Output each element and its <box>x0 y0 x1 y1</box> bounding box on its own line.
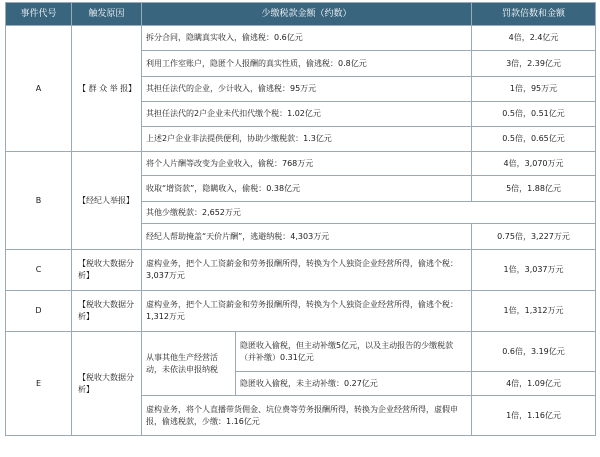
fine-detail: 1倍，1.16亿元 <box>472 396 596 436</box>
fine-detail: 0.75倍，3,227万元 <box>472 224 596 250</box>
evasion-detail: 收取“增资款”，隐瞒收入，偷税：0.38亿元 <box>142 176 472 202</box>
fine-detail: 5倍，1.88亿元 <box>472 176 596 202</box>
trigger-reason: 【税收大数据分析】 <box>72 291 142 332</box>
event-code: D <box>6 291 72 332</box>
evasion-detail: 其担任法代的企业，少计收入，偷逃税：95万元 <box>142 77 472 102</box>
trigger-reason: 【税收大数据分析】 <box>72 250 142 291</box>
event-code: E <box>6 332 72 436</box>
trigger-reason: 【税收大数据分析】 <box>72 332 142 436</box>
fine-detail: 4倍，3,070万元 <box>472 152 596 176</box>
trigger-reason: 【经纪人举报】 <box>72 152 142 250</box>
event-code: C <box>6 250 72 291</box>
evasion-detail: 其他少缴税款：2,652万元 <box>142 202 596 224</box>
sub-group-label: 从事其他生产经营活动，未依法申报纳税 <box>142 332 236 396</box>
header-code: 事件代号 <box>6 3 72 26</box>
evasion-detail: 拆分合同，隐瞒真实收入，偷逃税：0.6亿元 <box>142 26 472 51</box>
evasion-detail: 其担任法代的2户企业未代扣代缴个税：1.02亿元 <box>142 102 472 127</box>
fine-detail: 1倍，1,312万元 <box>472 291 596 332</box>
table-row <box>6 332 596 372</box>
trigger-reason: 【 群 众 举 报】 <box>72 26 142 152</box>
fine-detail: 0.6倍，3.19亿元 <box>472 332 596 372</box>
fine-detail: 0.5倍，0.65亿元 <box>472 127 596 152</box>
evasion-detail: 虚构业务，将个人直播带货佣金、坑位费等劳务报酬所得，转换为企业经营所得，虚假申报，偷逃税款，少缴：1.16亿元 <box>142 396 472 436</box>
evasion-detail: 上述2户企业非法提供便利，协助少缴税款：1.3亿元 <box>142 127 472 152</box>
table-row <box>6 250 596 291</box>
fine-detail: 1倍，3,037万元 <box>472 250 596 291</box>
table-row <box>6 152 596 176</box>
evasion-detail: 将个人片酬等改变为企业收入，偷税：768万元 <box>142 152 472 176</box>
header-reason: 触发原因 <box>72 3 142 26</box>
event-code: B <box>6 152 72 250</box>
fine-detail: 4倍，1.09亿元 <box>472 372 596 396</box>
evasion-detail: 利用工作室账户，隐匿个人报酬的真实性质，偷逃税：0.8亿元 <box>142 51 472 77</box>
evasion-detail: 隐匿收入偷税，未主动补缴：0.27亿元 <box>236 372 472 396</box>
fine-detail: 0.5倍，0.51亿元 <box>472 102 596 127</box>
fine-detail: 3倍，2.39亿元 <box>472 51 596 77</box>
header-row <box>6 3 596 26</box>
header-amount: 少缴税款金额（约数） <box>142 3 472 26</box>
evasion-detail: 虚构业务，把个人工资薪金和劳务报酬所得，转换为个人独资企业经营所得，偷逃个税：3,037万元 <box>142 250 472 291</box>
table-row <box>6 291 596 332</box>
table-row <box>6 26 596 51</box>
fine-detail: 4倍，2.4亿元 <box>472 26 596 51</box>
event-code: A <box>6 26 72 152</box>
tax-evasion-table <box>5 2 596 436</box>
header-fine: 罚款倍数和金额 <box>472 3 596 26</box>
evasion-detail: 虚构业务，把个人工资薪金和劳务报酬所得，转换为个人独资企业经营所得，偷逃个税：1,312万元 <box>142 291 472 332</box>
evasion-detail: 经纪人帮助掩盖“天价片酬”，逃避纳税：4,303万元 <box>142 224 472 250</box>
evasion-detail: 隐匿收入偷税，但主动补缴5亿元，以及主动报告的少缴税款（并补缴）0.31亿元 <box>236 332 472 372</box>
fine-detail: 1倍，95万元 <box>472 77 596 102</box>
tax-evasion-table-wrapper <box>5 2 595 436</box>
